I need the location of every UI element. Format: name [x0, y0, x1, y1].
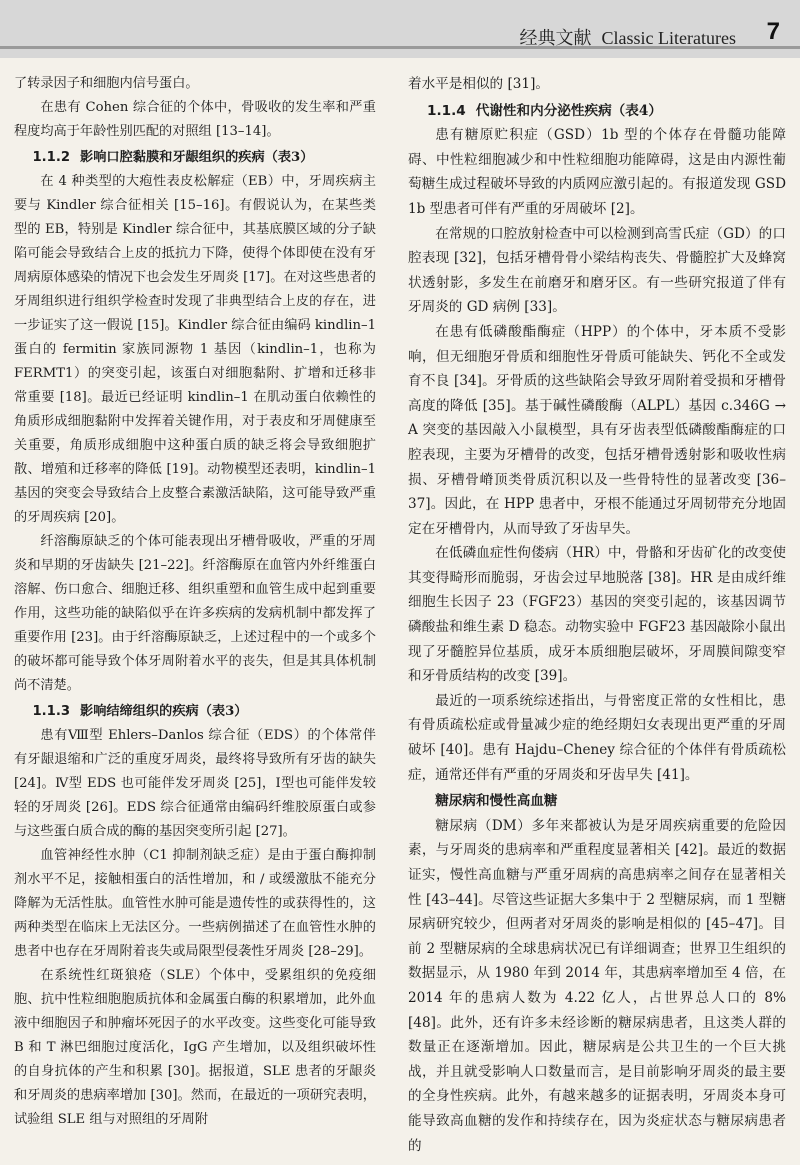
section-heading: [408, 99, 786, 124]
paragraph: 在系统性红斑狼疮（SLE）个体中，受累组织的免疫细胞、抗中性粒细胞胞质抗体和金属蛋白酶的积累增加，此外血液中细胞因子和肿瘤坏死因子的水平改变。这些变化可能导致 B 和 T 淋巴细胞过度活化，IgG 产生增加，以及组织破坏性的自身抗体的产生和积累 [30]。据报道，SLE 患者的牙龈炎和牙周炎的患病率增加 [30]。然而，在最近的一项研究表明，试验组 SLE 组与对照组的牙周附: [14, 968, 376, 1127]
page-number: 7: [766, 18, 780, 45]
paragraph: 在常规的口腔放射检查中可以检测到高雪氏症（GD）的口腔表现 [32]，包括牙槽骨骨小梁结构丧失、骨髓腔扩大及蜂窝状透射影，多发生在前磨牙和磨牙区。有一些研究报道了伴有牙周炎的 GD 病例 [33]。: [408, 225, 786, 316]
subsection-heading: 糖尿病和慢性高血糖: [435, 793, 558, 810]
section-heading-text: 影响结缔组织的疾病（表3）: [80, 704, 248, 719]
paragraph: 在 4 种类型的大疱性表皮松解症（EB）中，牙周疾病主要与 Kindler 综合征相关 [15–16]。有假说认为，在某些类型的 EB，特别是 Kindler 综合征中，其基底膜区域的分子缺陷可能会导致结合上皮的抵抗力下降，使得个体即使在没有牙周病原体感染的情况下也会发生牙周炎 [17]。在对这些患者的牙周组织进行组织学检查时发现了非典型结合上皮的存在，进一步证实了这一假说 [15]。Kindler 综合征由编码 kindlin–1 蛋白的 fermitin 家族同源物 1 基因（kindlin–1，也称为 FERMT1）的突变引起，该蛋白对细胞黏附、扩增和迁移非常重要 [18]。最近已经证明 kindlin–1 在肌动蛋白依赖性的角质形成细胞黏附中发挥着关键作用，对于表皮和牙周健康至关重要，角质形成细胞中这种蛋白质的缺乏将会导致细胞扩散、增殖和迁移率的降低 [19]。动物模型还表明，kindlin–1 基因的突变会导致结合上皮整合素激活缺陷，这可能导致严重的牙周疾病 [20]。: [14, 174, 376, 525]
section-heading-text: 代谢性和内分泌性疾病（表4）: [475, 102, 662, 119]
paragraph: 在患有低磷酸酯酶症（HPP）的个体中，牙本质不受影响，但无细胞牙骨质和细胞性牙骨质可能缺失、钙化不全或发育不良 [34]。牙骨质的这些缺陷会导致牙周附着受损和牙槽骨高度的降低 [35]。基于碱性磷酸酶（ALPL）基因 c.346G → A 突变的基因敲入小鼠模型，具有牙齿表型低磷酸酯酶症的口腔表现，主要为牙槽骨的改变，包括牙槽骨透射影和吸收性病损、牙槽骨嵴顶类骨质沉积以及一些骨特性的显著改变 [36–37]。因此，在 HPP 患者中，牙根不能通过牙周韧带充分地固定在牙槽骨内，从而导致了牙齿早失。: [408, 323, 786, 537]
page-header: [0, 0, 800, 58]
paragraph: 了转录因子和细胞内信号蛋白。: [14, 76, 199, 91]
right-column: [408, 72, 786, 1158]
section-number: 1.1.4: [427, 102, 466, 119]
paragraph: 最近的一项系统综述指出，与骨密度正常的女性相比，患有骨质疏松症或骨量减少症的绝经期妇女表现出更严重的牙周破坏 [40]。患有 Hajdu–Cheney 综合征的个体伴有骨质疏松症，通常还伴有严重的牙周炎和牙齿早失 [41]。: [408, 692, 786, 783]
section-heading-text: 影响口腔黏膜和牙龈组织的疾病（表3）: [80, 150, 314, 165]
paragraph: 在患有 Cohen 综合征的个体中，骨吸收的发生率和严重程度均高于年龄性别匹配的对照组 [13–14]。: [14, 100, 376, 139]
section-title-cn: 经典文献: [519, 28, 592, 48]
section-heading: [14, 700, 376, 724]
paragraph: 着水平是相似的 [31]。: [408, 76, 549, 92]
paragraph: 在低磷血症性佝偻病（HR）中，骨骼和牙齿矿化的改变使其变得畸形而脆弱，牙齿会过早地脱落 [38]。HR 是由成纤维细胞生长因子 23（FGF23）基因的突变引起的，该基因调节磷酸盐和维生素 D 稳态。动物实验中 FGF23 基因敲除小鼠出现了牙髓腔异位基质，成牙本质细胞层破坏，牙周膜间隙变窄和牙骨质结构的改变 [39]。: [408, 545, 786, 685]
section-heading: [14, 146, 376, 170]
running-header: [520, 24, 736, 50]
paragraph: 患有糖原贮积症（GSD）1b 型的个体存在骨髓功能障碍、中性粒细胞减少和中性粒细胞功能障碍，这是由内源性葡萄糖生成过程破坏导致的内质网应激引起的。有报道发现 GSD 1b 型患者可伴有严重的牙周破坏 [2]。: [408, 127, 786, 217]
section-number: 1.1.3: [32, 704, 71, 719]
section-number: 1.1.2: [32, 150, 71, 165]
paragraph: 患有Ⅷ型 Ehlers–Danlos 综合征（EDS）的个体常伴有牙龈退缩和广泛的重度牙周炎，最终将导致所有牙齿的缺失 [24]。Ⅳ型 EDS 也可能伴发牙周炎 [25]，Ⅰ型也可能伴发较轻的牙周炎 [26]。EDS 综合征通常由编码纤维胶原蛋白或参与这些蛋白质合成的酶的基因突变所引起 [27]。: [14, 728, 376, 839]
paragraph: 糖尿病（DM）多年来都被认为是牙周疾病重要的危险因素，与牙周炎的患病率和严重程度显著相关 [42]。最近的数据证实，慢性高血糖与严重牙周病的高患病率之间存在显著相关性 [43–44]。尽管这些证据大多集中于 2 型糖尿病，而 1 型糖尿病研究较少，但两者对牙周炎的影响是相似的 [45–47]。目前 2 型糖尿病的全球患病状况已有详细调查；世界卫生组织的数据显示，从 1980 年到 2014 年，其患病率增加至 4 倍，在 2014 年的患病人数为 4.22 亿人，占世界总人口的 8% [48]。此外，还有许多未经诊断的糖尿病患者，且这类人群的数量正在逐渐增加。因此，糖尿病是公共卫生的一个巨大挑战，并且就受影响人口数量而言，是目前影响牙周炎的最主要的全身性疾病。此外，有越来越多的证据表明，牙周炎本身可能导致高血糖的发作和持续存在，因为炎症状态与糖尿病患者的: [408, 817, 786, 1154]
section-title-en: Classic Literatures: [601, 28, 736, 48]
paragraph: 血管神经性水肿（C1 抑制剂缺乏症）是由于蛋白酶抑制剂水平不足，接触相蛋白的活性增加，和 / 或缓激肽不能充分降解为无活性肽。血管性水肿可能是遗传性的或获得性的，这两种类型在临床上无法区分。一些病例描述了在血管性水肿的患者中也存在牙周附着丧失或局限型侵袭性牙周炎 [28–29]。: [14, 848, 376, 959]
paragraph: 纤溶酶原缺乏的个体可能表现出牙槽骨吸收，严重的牙周炎和早期的牙齿缺失 [21–22]。纤溶酶原在血管内外纤维蛋白溶解、伤口愈合、细胞迁移、组织重塑和血管生成中起到重要作用，这些功能的缺陷似乎在许多疾病的发病机制中都发挥了重要作用 [23]。由于纤溶酶原缺乏，上述过程中的一个或多个的破坏都可能导致个体牙周附着水平的丧失，但是其具体机制尚不清楚。: [14, 534, 376, 693]
left-column: [14, 72, 376, 1132]
